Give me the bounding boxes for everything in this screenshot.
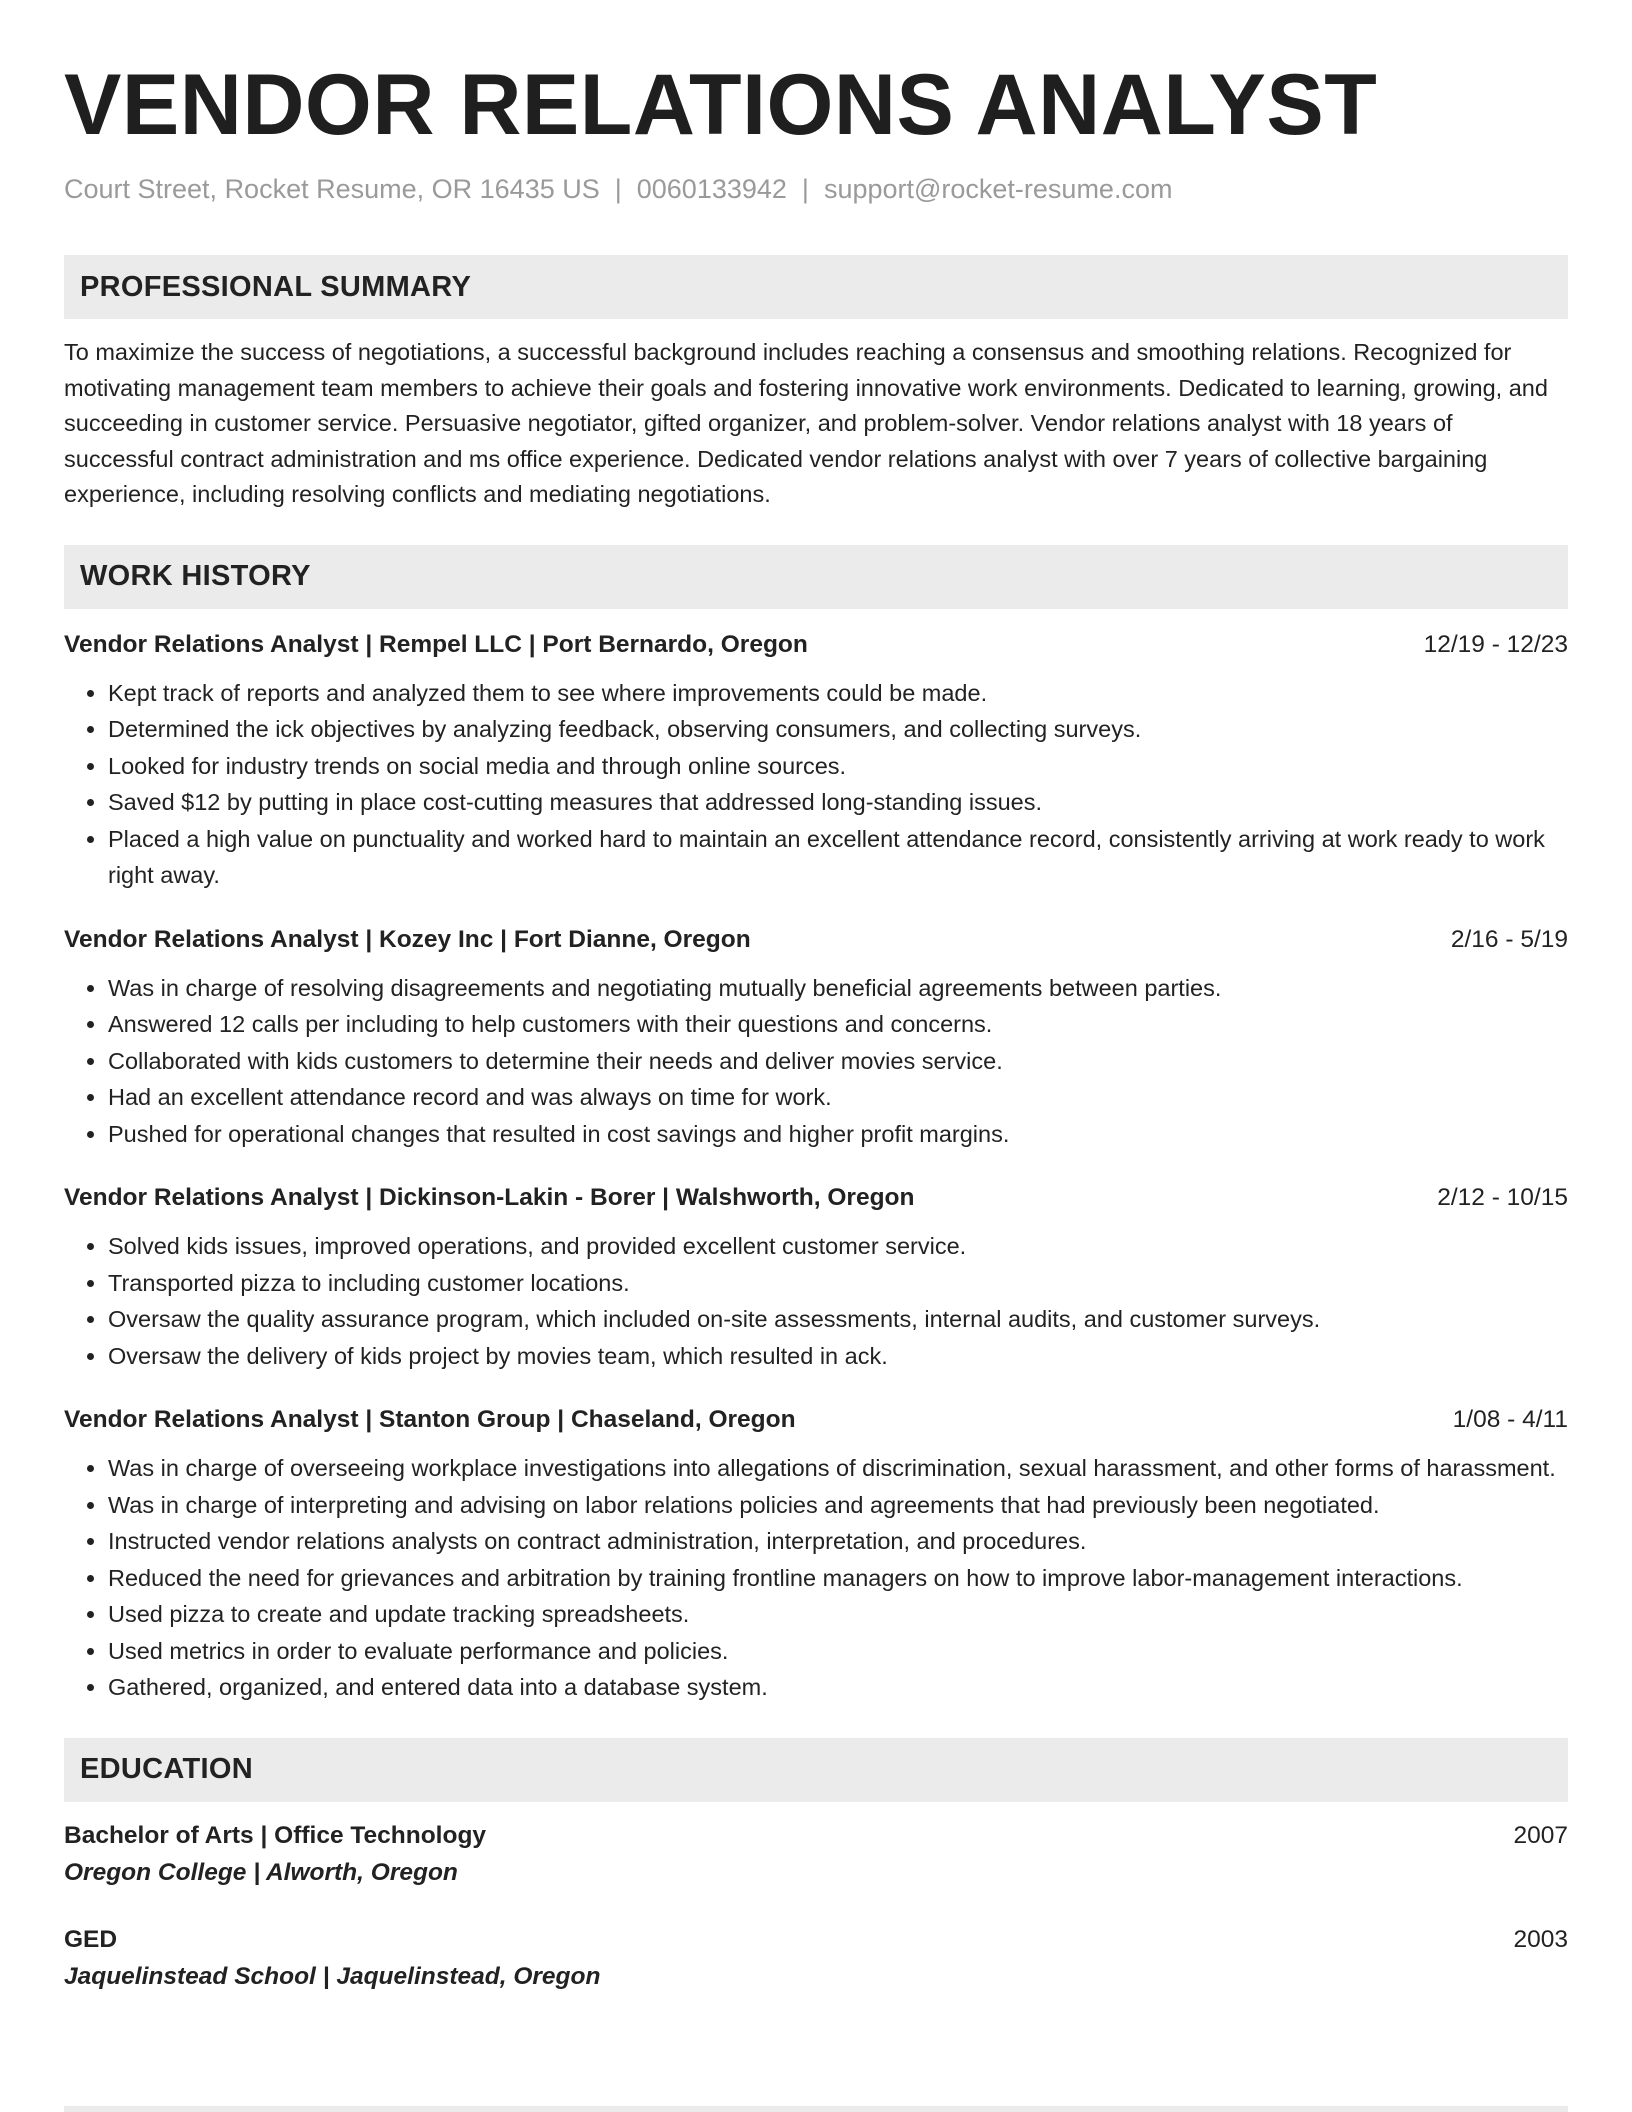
job-bullet: • Kept track of reports and analyzed them to see where improvements could be made. [108,675,1568,712]
contact-address: Court Street, Rocket Resume, OR 16435 US [64,174,600,204]
job-bullet: • Transported pizza to including customer locations. [108,1265,1568,1302]
job-bullet: • Oversaw the quality assurance program, which included on-site assessments, internal audits, and customer surveys. [108,1301,1568,1338]
job-bullet: • Used pizza to create and update tracking spreadsheets. [108,1596,1568,1633]
job-entry [64,627,1568,894]
contact-email[interactable]: support@rocket-resume.com [823,174,1173,204]
education-degree: GED [64,1925,118,1953]
job-bullet: • Saved $12 by putting in place cost-cutting measures that addressed long-standing issues. [108,784,1568,821]
job-bullet: • Used metrics in order to evaluate performance and policies. [108,1633,1568,1670]
job-bullet: • Oversaw the delivery of kids project by movies team, which resulted in ack. [108,1338,1568,1375]
job-bullet: • Looked for industry trends on social media and through online sources. [108,748,1568,785]
job-dates: 2/16 - 5/19 [1450,925,1568,953]
education-entry [64,1818,1568,1892]
job-title: Vendor Relations Analyst | Stanton Group | Chaseland, Oregon [64,1406,796,1433]
job-dates: 2/12 - 10/15 [1437,1184,1568,1211]
contact-line [64,174,1568,205]
job-bullet: • Collaborated with kids customers to determine their needs and deliver movies service. [108,1043,1568,1080]
education-school: Oregon College | Alworth, Oregon [64,1858,458,1886]
job-dates: 12/19 - 12/23 [1423,630,1568,658]
summary-text: To maximize the success of negotiations, a successful background includes reaching a consensus and smoothing relations. Recognized for motivating management team members to achieve their goals and fostering innovative work environments. Dedicated to learning, growing, and succeeding in customer service. Persuasive negotiator, gifted organizer, and problem-solver. Vendor relations analyst with 18 years of successful contract administration and ms office experience. Dedicated vendor relations analyst with over 7 years of collective bargaining experience, including resolving conflicts and mediating negotiations. [64,339,1548,507]
job-bullet: • Was in charge of resolving disagreements and negotiating mutually beneficial agreements between parties. [108,970,1568,1007]
next-section-bar [64,2106,1568,2112]
contact-phone: 0060133942 [636,174,787,204]
section-heading-work-history: WORK HISTORY [64,545,1568,609]
job-title: Vendor Relations Analyst | Kozey Inc | Fort Dianne, Oregon [64,925,751,953]
candidate-title: VENDOR RELATIONS ANALYST [64,57,1378,153]
job-bullet: • Had an excellent attendance record and was always on time for work. [108,1079,1568,1116]
job-entry [64,1402,1568,1706]
job-bullet: • Gathered, organized, and entered data into a database system. [108,1669,1568,1706]
job-entry [64,1180,1568,1374]
job-bullet-list [64,675,1568,894]
job-bullet-list [64,970,1568,1153]
education-entry [64,1922,1568,1996]
job-bullet: • Placed a high value on punctuality and worked hard to maintain an excellent attendance record, consistently arriving at work ready to work right away. [108,821,1568,894]
job-bullet: • Reduced the need for grievances and arbitration by training frontline managers on how to improve labor-management interactions. [108,1560,1568,1597]
job-entry [64,922,1568,1153]
job-bullet: • Was in charge of interpreting and advising on labor relations policies and agreements that had previously been negotiated. [108,1487,1568,1524]
job-dates: 1/08 - 4/11 [1452,1406,1568,1433]
section-heading-education: EDUCATION [64,1738,1568,1802]
job-bullet: • Pushed for operational changes that resulted in cost savings and higher profit margins. [108,1116,1568,1153]
job-bullet: • Determined the ick objectives by analyzing feedback, observing consumers, and collecting surveys. [108,711,1568,748]
section-heading-summary: PROFESSIONAL SUMMARY [64,255,1568,319]
job-title: Vendor Relations Analyst | Rempel LLC | Port Bernardo, Oregon [64,630,808,658]
contact-separator: | [614,174,622,204]
job-bullet: • Solved kids issues, improved operations, and provided excellent customer service. [108,1228,1568,1265]
job-bullet: • Answered 12 calls per including to help customers with their questions and concerns. [108,1006,1568,1043]
job-bullet: • Was in charge of overseeing workplace investigations into allegations of discrimination, sexual harassment, and other forms of harassment. [108,1450,1568,1487]
job-bullet-list [64,1228,1568,1374]
education-year: 2003 [1513,1925,1568,1953]
education-year: 2007 [1513,1821,1568,1849]
contact-separator: | [801,174,809,204]
education-degree: Bachelor of Arts | Office Technology [64,1821,487,1849]
education-school: Jaquelinstead School | Jaquelinstead, Oregon [64,1962,601,1990]
job-bullet-list [64,1450,1568,1706]
job-title: Vendor Relations Analyst | Dickinson-Lakin - Borer | Walshworth, Oregon [64,1184,915,1211]
job-bullet: • Instructed vendor relations analysts on contract administration, interpretation, and procedures. [108,1523,1568,1560]
